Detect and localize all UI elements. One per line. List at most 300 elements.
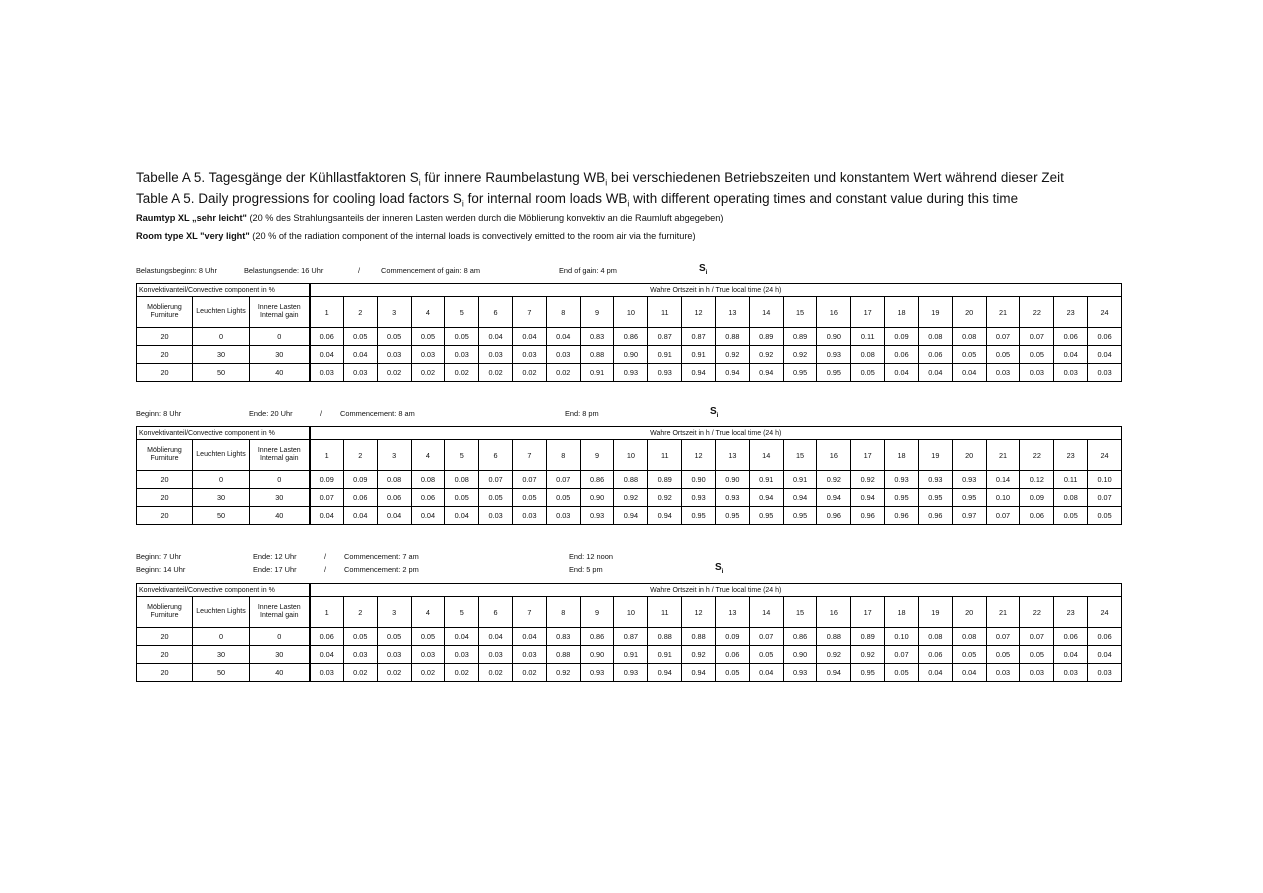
lights-cell: 0 [193, 471, 250, 489]
furniture-cell: 20 [137, 489, 193, 507]
factor-cell: 0.90 [580, 646, 614, 664]
factor-cell: 0.03 [1088, 364, 1122, 382]
factor-cell: 0.02 [445, 664, 479, 682]
factor-cell: 0.05 [952, 646, 986, 664]
table-row [137, 471, 1122, 489]
table-header-row [137, 584, 1122, 597]
factor-cell: 0.04 [310, 507, 344, 525]
hour-header: 10 [614, 440, 648, 471]
factor-cell: 0.07 [986, 507, 1020, 525]
meta-begin-en: Commencement: 8 am [340, 409, 415, 418]
factor-cell: 0.05 [885, 664, 919, 682]
furniture-cell: 20 [137, 507, 193, 525]
factor-cell: 0.94 [648, 664, 682, 682]
factor-cell: 0.90 [614, 346, 648, 364]
factor-cell: 0.92 [817, 471, 851, 489]
factor-cell: 0.08 [851, 346, 885, 364]
factor-cell: 0.92 [851, 471, 885, 489]
factor-cell: 0.02 [546, 364, 580, 382]
hour-header: 17 [851, 297, 885, 328]
factor-cell: 0.93 [885, 471, 919, 489]
factor-cell: 0.06 [1054, 328, 1088, 346]
factor-cell: 0.88 [682, 628, 716, 646]
factor-cell: 0.92 [749, 346, 783, 364]
meta-end-de: Belastungsende: 16 Uhr [244, 266, 324, 275]
hour-header: 9 [580, 297, 614, 328]
hour-header: 19 [918, 440, 952, 471]
factor-cell: 0.09 [715, 628, 749, 646]
factor-cell: 0.06 [1020, 507, 1054, 525]
hour-header: 21 [986, 597, 1020, 628]
factor-cell: 0.04 [1054, 646, 1088, 664]
factor-cell: 0.93 [952, 471, 986, 489]
hour-header: 22 [1020, 440, 1054, 471]
factor-cell: 0.97 [952, 507, 986, 525]
factor-cell: 0.94 [749, 364, 783, 382]
factor-cell: 0.04 [952, 664, 986, 682]
furniture-header: Möblierung Furniture [137, 440, 193, 471]
hour-header: 1 [310, 297, 344, 328]
hour-header: 15 [783, 297, 817, 328]
factor-cell: 0.14 [986, 471, 1020, 489]
factor-cell: 0.07 [749, 628, 783, 646]
factor-cell: 0.04 [1088, 646, 1122, 664]
factor-cell: 0.02 [479, 364, 513, 382]
furniture-cell: 20 [137, 364, 193, 382]
factor-cell: 0.92 [648, 489, 682, 507]
factor-cell: 0.83 [546, 628, 580, 646]
factor-cell: 0.11 [851, 328, 885, 346]
hour-header: 2 [343, 597, 377, 628]
factor-cell: 0.04 [952, 364, 986, 382]
meta-separator: / [324, 552, 327, 561]
factor-cell: 0.95 [783, 364, 817, 382]
factor-cell: 0.06 [918, 646, 952, 664]
hour-header: 10 [614, 297, 648, 328]
factor-cell: 0.86 [783, 628, 817, 646]
document-page [122, 0, 1132, 893]
meta-begin-en-2: Commencement: 2 pm [344, 565, 419, 574]
factor-cell: 0.92 [546, 664, 580, 682]
factor-cell: 0.06 [1088, 628, 1122, 646]
factor-cell: 0.03 [445, 646, 479, 664]
factor-cell: 0.05 [986, 346, 1020, 364]
factor-cell: 0.04 [513, 328, 547, 346]
factor-cell: 0.03 [377, 346, 411, 364]
internal-gain-header: Innere Lasten Internal gain [250, 440, 310, 471]
factor-cell: 0.89 [851, 628, 885, 646]
hour-header: 7 [513, 597, 547, 628]
hour-header: 1 [310, 597, 344, 628]
factor-cell: 0.05 [546, 489, 580, 507]
factor-cell: 0.04 [513, 628, 547, 646]
factor-cell: 0.03 [377, 646, 411, 664]
table-row [137, 328, 1122, 346]
hour-header: 24 [1088, 597, 1122, 628]
factor-cell: 0.03 [310, 664, 344, 682]
factor-cell: 0.03 [445, 346, 479, 364]
table-row [137, 507, 1122, 525]
factor-cell: 0.02 [343, 664, 377, 682]
factor-cell: 0.07 [986, 628, 1020, 646]
factor-cell: 0.06 [918, 346, 952, 364]
factor-cell: 0.08 [1054, 489, 1088, 507]
lights-cell: 30 [193, 489, 250, 507]
si-symbol: $S_i$ [710, 406, 719, 419]
meta-begin-de: Belastungsbeginn: 8 Uhr [136, 266, 217, 275]
factor-cell: 0.10 [986, 489, 1020, 507]
factor-cell: 0.03 [513, 646, 547, 664]
factor-cell: 0.91 [648, 346, 682, 364]
hour-header: 6 [479, 440, 513, 471]
factor-cell: 0.04 [445, 507, 479, 525]
meta-begin-de: Beginn: 7 Uhr [136, 552, 182, 561]
hour-header: 12 [682, 440, 716, 471]
factor-cell: 0.94 [817, 664, 851, 682]
factor-cell: 0.06 [1088, 328, 1122, 346]
factor-cell: 0.03 [411, 346, 445, 364]
hour-header: 3 [377, 297, 411, 328]
factor-cell: 0.96 [851, 507, 885, 525]
internal-gain-cell: 0 [250, 328, 310, 346]
room-type-english: Room type XL "very light" (20 % of the radiation component of the internal loads is convectively emitted to the room air via the furniture) [136, 231, 696, 241]
hour-header: 10 [614, 597, 648, 628]
hour-header: 23 [1054, 597, 1088, 628]
factor-cell: 0.89 [648, 471, 682, 489]
factor-cell: 0.95 [817, 364, 851, 382]
table-row [137, 664, 1122, 682]
hour-header: 4 [411, 597, 445, 628]
factor-cell: 0.07 [1020, 328, 1054, 346]
factor-cell: 0.04 [445, 628, 479, 646]
factor-cell: 0.05 [377, 628, 411, 646]
furniture-cell: 20 [137, 664, 193, 682]
hour-header: 17 [851, 440, 885, 471]
factor-cell: 0.03 [310, 364, 344, 382]
hour-header: 22 [1020, 597, 1054, 628]
furniture-cell: 20 [137, 346, 193, 364]
time-header: Wahre Ortszeit in h / True local time (24 h) [310, 584, 1122, 597]
factor-cell: 0.10 [1088, 471, 1122, 489]
convective-header: Konvektivanteil/Convective component in % [137, 584, 310, 597]
factor-cell: 0.94 [682, 664, 716, 682]
hour-header: 24 [1088, 440, 1122, 471]
lights-header: Leuchten Lights [193, 597, 250, 628]
factor-cell: 0.02 [411, 664, 445, 682]
factor-cell: 0.05 [479, 489, 513, 507]
hour-header: 8 [546, 597, 580, 628]
meta-end-en: End: 8 pm [565, 409, 599, 418]
factor-cell: 0.06 [310, 328, 344, 346]
meta-separator: / [358, 266, 361, 275]
meta-begin-en: Commencement of gain: 8 am [381, 266, 480, 275]
factor-cell: 0.08 [411, 471, 445, 489]
hour-header: 12 [682, 297, 716, 328]
factor-cell: 0.91 [580, 364, 614, 382]
factor-cell: 0.04 [1054, 346, 1088, 364]
hour-header: 14 [749, 597, 783, 628]
internal-gain-header: Innere Lasten Internal gain [250, 297, 310, 328]
hour-header: 15 [783, 597, 817, 628]
factor-cell: 0.95 [885, 489, 919, 507]
factor-cell: 0.03 [343, 364, 377, 382]
hour-header: 16 [817, 440, 851, 471]
factor-cell: 0.92 [715, 346, 749, 364]
title-german: Tabelle A 5. Tagesgänge der Kühllastfaktoren $S_i$ für innere Raumbelastung $WB_i$ bei verschiedenen Betriebszeiten und konstantem Wert während dieser Zeit [136, 170, 1064, 188]
factor-cell: 0.95 [851, 664, 885, 682]
meta-end-de: Ende: 12 Uhr [253, 552, 297, 561]
factor-cell: 0.08 [377, 471, 411, 489]
factor-cell: 0.04 [343, 346, 377, 364]
factor-cell: 0.03 [479, 346, 513, 364]
factor-cell: 0.06 [343, 489, 377, 507]
hour-header: 11 [648, 297, 682, 328]
factor-cell: 0.93 [817, 346, 851, 364]
factor-cell: 0.09 [1020, 489, 1054, 507]
factor-cell: 0.03 [513, 346, 547, 364]
lights-header: Leuchten Lights [193, 440, 250, 471]
factor-cell: 0.05 [445, 489, 479, 507]
factor-cell: 0.92 [851, 646, 885, 664]
hour-header: 8 [546, 297, 580, 328]
factor-cell: 0.90 [580, 489, 614, 507]
meta-end-en: End: 12 noon [569, 552, 613, 561]
factor-cell: 0.06 [885, 346, 919, 364]
factor-cell: 0.03 [343, 646, 377, 664]
factor-cell: 0.88 [817, 628, 851, 646]
factor-cell: 0.04 [749, 664, 783, 682]
hour-header: 20 [952, 440, 986, 471]
factor-cell: 0.95 [682, 507, 716, 525]
factor-cell: 0.90 [783, 646, 817, 664]
factor-cell: 0.06 [1054, 628, 1088, 646]
factor-cell: 0.95 [715, 507, 749, 525]
factor-cell: 0.91 [614, 646, 648, 664]
meta-end-de: Ende: 20 Uhr [249, 409, 293, 418]
room-type-german: Raumtyp XL „sehr leicht" (20 % des Strahlungsanteils der inneren Lasten werden durch die Möblierung konvektiv an die Raumluft abgegeben) [136, 213, 724, 223]
convective-header: Konvektivanteil/Convective component in % [137, 427, 310, 440]
table-header-row [137, 284, 1122, 297]
factor-cell: 0.05 [952, 346, 986, 364]
internal-gain-cell: 40 [250, 507, 310, 525]
factor-cell: 0.96 [817, 507, 851, 525]
factor-cell: 0.95 [749, 507, 783, 525]
factor-cell: 0.94 [614, 507, 648, 525]
factor-cell: 0.04 [885, 364, 919, 382]
factor-cell: 0.04 [546, 328, 580, 346]
furniture-cell: 20 [137, 328, 193, 346]
table-row [137, 346, 1122, 364]
factor-cell: 0.94 [648, 507, 682, 525]
cooling-load-table-1 [136, 283, 1122, 382]
factor-cell: 0.90 [682, 471, 716, 489]
furniture-cell: 20 [137, 628, 193, 646]
factor-cell: 0.05 [343, 628, 377, 646]
factor-cell: 0.04 [479, 628, 513, 646]
factor-cell: 0.90 [715, 471, 749, 489]
factor-cell: 0.93 [715, 489, 749, 507]
factor-cell: 0.08 [952, 328, 986, 346]
meta-end-de-2: Ende: 17 Uhr [253, 565, 297, 574]
si-symbol: $S_i$ [715, 562, 724, 575]
factor-cell: 0.92 [783, 346, 817, 364]
hour-header: 18 [885, 440, 919, 471]
factor-cell: 0.05 [445, 328, 479, 346]
lights-cell: 0 [193, 628, 250, 646]
factor-cell: 0.05 [411, 328, 445, 346]
factor-cell: 0.03 [1020, 364, 1054, 382]
hour-header: 14 [749, 440, 783, 471]
factor-cell: 0.07 [1020, 628, 1054, 646]
factor-cell: 0.02 [479, 664, 513, 682]
factor-cell: 0.05 [377, 328, 411, 346]
factor-cell: 0.06 [715, 646, 749, 664]
factor-cell: 0.04 [343, 507, 377, 525]
factor-cell: 0.88 [614, 471, 648, 489]
factor-cell: 0.03 [986, 364, 1020, 382]
factor-cell: 0.89 [749, 328, 783, 346]
lights-cell: 0 [193, 328, 250, 346]
meta-begin-de-2: Beginn: 14 Uhr [136, 565, 186, 574]
factor-cell: 0.04 [310, 346, 344, 364]
internal-gain-cell: 30 [250, 646, 310, 664]
factor-cell: 0.05 [1020, 646, 1054, 664]
hour-header: 19 [918, 597, 952, 628]
internal-gain-cell: 0 [250, 628, 310, 646]
factor-cell: 0.04 [918, 364, 952, 382]
factor-cell: 0.05 [411, 628, 445, 646]
time-header: Wahre Ortszeit in h / True local time (24 h) [310, 284, 1122, 297]
factor-cell: 0.88 [546, 646, 580, 664]
hour-header: 15 [783, 440, 817, 471]
factor-cell: 0.93 [614, 364, 648, 382]
cooling-load-table-3 [136, 583, 1122, 682]
factor-cell: 0.88 [580, 346, 614, 364]
factor-cell: 0.87 [682, 328, 716, 346]
internal-gain-cell: 40 [250, 664, 310, 682]
factor-cell: 0.02 [513, 664, 547, 682]
factor-cell: 0.03 [479, 507, 513, 525]
factor-cell: 0.05 [343, 328, 377, 346]
factor-cell: 0.02 [445, 364, 479, 382]
hour-header: 18 [885, 297, 919, 328]
factor-cell: 0.06 [377, 489, 411, 507]
factor-cell: 0.07 [546, 471, 580, 489]
hour-header: 19 [918, 297, 952, 328]
hour-header: 11 [648, 440, 682, 471]
factor-cell: 0.86 [580, 628, 614, 646]
factor-cell: 0.07 [1088, 489, 1122, 507]
factor-cell: 0.88 [648, 628, 682, 646]
internal-gain-cell: 0 [250, 471, 310, 489]
hour-header: 23 [1054, 297, 1088, 328]
hour-header: 5 [445, 597, 479, 628]
factor-cell: 0.08 [952, 628, 986, 646]
factor-cell: 0.07 [986, 328, 1020, 346]
meta-begin-de: Beginn: 8 Uhr [136, 409, 182, 418]
table-row [137, 646, 1122, 664]
hour-header: 12 [682, 597, 716, 628]
factor-cell: 0.94 [851, 489, 885, 507]
factor-cell: 0.91 [783, 471, 817, 489]
factor-cell: 0.93 [682, 489, 716, 507]
factor-cell: 0.03 [479, 646, 513, 664]
hour-header: 11 [648, 597, 682, 628]
hour-header: 16 [817, 597, 851, 628]
hour-header: 4 [411, 440, 445, 471]
factor-cell: 0.09 [310, 471, 344, 489]
factor-cell: 0.90 [817, 328, 851, 346]
factor-cell: 0.03 [1054, 664, 1088, 682]
table-row [137, 364, 1122, 382]
factor-cell: 0.02 [411, 364, 445, 382]
factor-cell: 0.03 [1020, 664, 1054, 682]
furniture-cell: 20 [137, 646, 193, 664]
factor-cell: 0.06 [310, 628, 344, 646]
factor-cell: 0.92 [614, 489, 648, 507]
factor-cell: 0.86 [614, 328, 648, 346]
table-row [137, 628, 1122, 646]
factor-cell: 0.88 [715, 328, 749, 346]
meta-separator-2: / [324, 565, 327, 574]
factor-cell: 0.94 [783, 489, 817, 507]
hour-header: 20 [952, 597, 986, 628]
title-english: Table A 5. Daily progressions for cooling load factors $S_i$ for internal room loads $WB_i$ with different operating times and constant value during this time [136, 191, 1019, 209]
hour-header: 1 [310, 440, 344, 471]
hour-header: 13 [715, 597, 749, 628]
factor-cell: 0.87 [614, 628, 648, 646]
hour-header: 9 [580, 440, 614, 471]
furniture-header: Möblierung Furniture [137, 297, 193, 328]
hour-header: 5 [445, 440, 479, 471]
factor-cell: 0.93 [648, 364, 682, 382]
factor-cell: 0.03 [513, 507, 547, 525]
factor-cell: 0.94 [749, 489, 783, 507]
factor-cell: 0.08 [918, 328, 952, 346]
hour-header: 22 [1020, 297, 1054, 328]
factor-cell: 0.07 [513, 471, 547, 489]
factor-cell: 0.92 [682, 646, 716, 664]
factor-cell: 0.07 [310, 489, 344, 507]
hour-header: 2 [343, 440, 377, 471]
factor-cell: 0.09 [885, 328, 919, 346]
factor-cell: 0.95 [783, 507, 817, 525]
lights-cell: 30 [193, 646, 250, 664]
factor-cell: 0.86 [580, 471, 614, 489]
factor-cell: 0.03 [1088, 664, 1122, 682]
hour-header: 17 [851, 597, 885, 628]
factor-cell: 0.05 [1088, 507, 1122, 525]
hour-header: 7 [513, 440, 547, 471]
factor-cell: 0.91 [682, 346, 716, 364]
factor-cell: 0.02 [377, 364, 411, 382]
lights-cell: 50 [193, 507, 250, 525]
factor-cell: 0.87 [648, 328, 682, 346]
factor-cell: 0.06 [411, 489, 445, 507]
hour-header: 23 [1054, 440, 1088, 471]
hour-header: 8 [546, 440, 580, 471]
factor-cell: 0.02 [513, 364, 547, 382]
factor-cell: 0.08 [918, 628, 952, 646]
cooling-load-table-2 [136, 426, 1122, 525]
hour-header: 4 [411, 297, 445, 328]
meta-separator: / [320, 409, 323, 418]
factor-cell: 0.05 [1054, 507, 1088, 525]
internal-gain-cell: 40 [250, 364, 310, 382]
hour-header: 13 [715, 440, 749, 471]
meta-begin-en: Commencement: 7 am [344, 552, 419, 561]
hour-header: 3 [377, 597, 411, 628]
